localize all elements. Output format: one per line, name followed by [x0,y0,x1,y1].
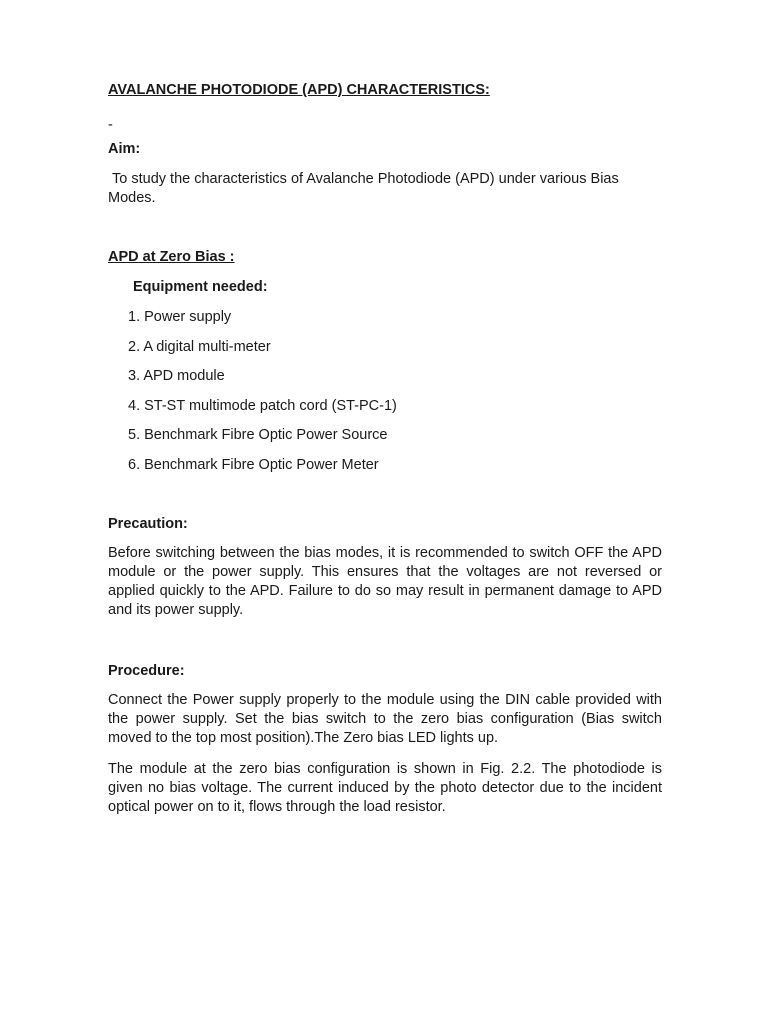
equipment-heading: Equipment needed: [133,279,268,295]
equipment-item: 1. Power supply [128,309,232,325]
equipment-item: 5. Benchmark Fibre Optic Power Source [128,427,388,443]
document-title: AVALANCHE PHOTODIODE (APD) CHARACTERISTICS: [108,82,490,98]
aim-text: To study the characteristics of Avalanche Photodiode (APD) under various Bias Modes. [108,171,623,206]
procedure-paragraph: Connect the Power supply properly to the module using the DIN cable provided with the power supply. Set the bias switch to the zero bias configuration (Bias switch moved to the top most position).The Zero bias LED lights up. [108,692,662,746]
aim-heading: Aim: [108,141,141,157]
dash-marker: - [108,117,113,133]
equipment-item: 6. Benchmark Fibre Optic Power Meter [128,457,379,473]
procedure-paragraph: The module at the zero bias configuration is shown in Fig. 2.2. The photodiode is given no bias voltage. The current induced by the photo detector due to the incident optical power on to it, flows through the load resistor. [108,761,662,815]
equipment-item: 3. APD module [128,368,225,384]
equipment-item: 4. ST-ST multimode patch cord (ST-PC-1) [128,398,397,414]
precaution-heading: Precaution: [108,516,188,532]
procedure-heading: Procedure: [108,663,185,679]
precaution-text: Before switching between the bias modes, it is recommended to switch OFF the APD module or the power supply. This ensures that the voltages are not reversed or applied quickly to the APD. Failure to do so may result in permanent damage to APD and its power supply. [108,545,662,618]
equipment-item: 2. A digital multi-meter [128,339,271,355]
zero-bias-heading: APD at Zero Bias : [108,249,235,265]
